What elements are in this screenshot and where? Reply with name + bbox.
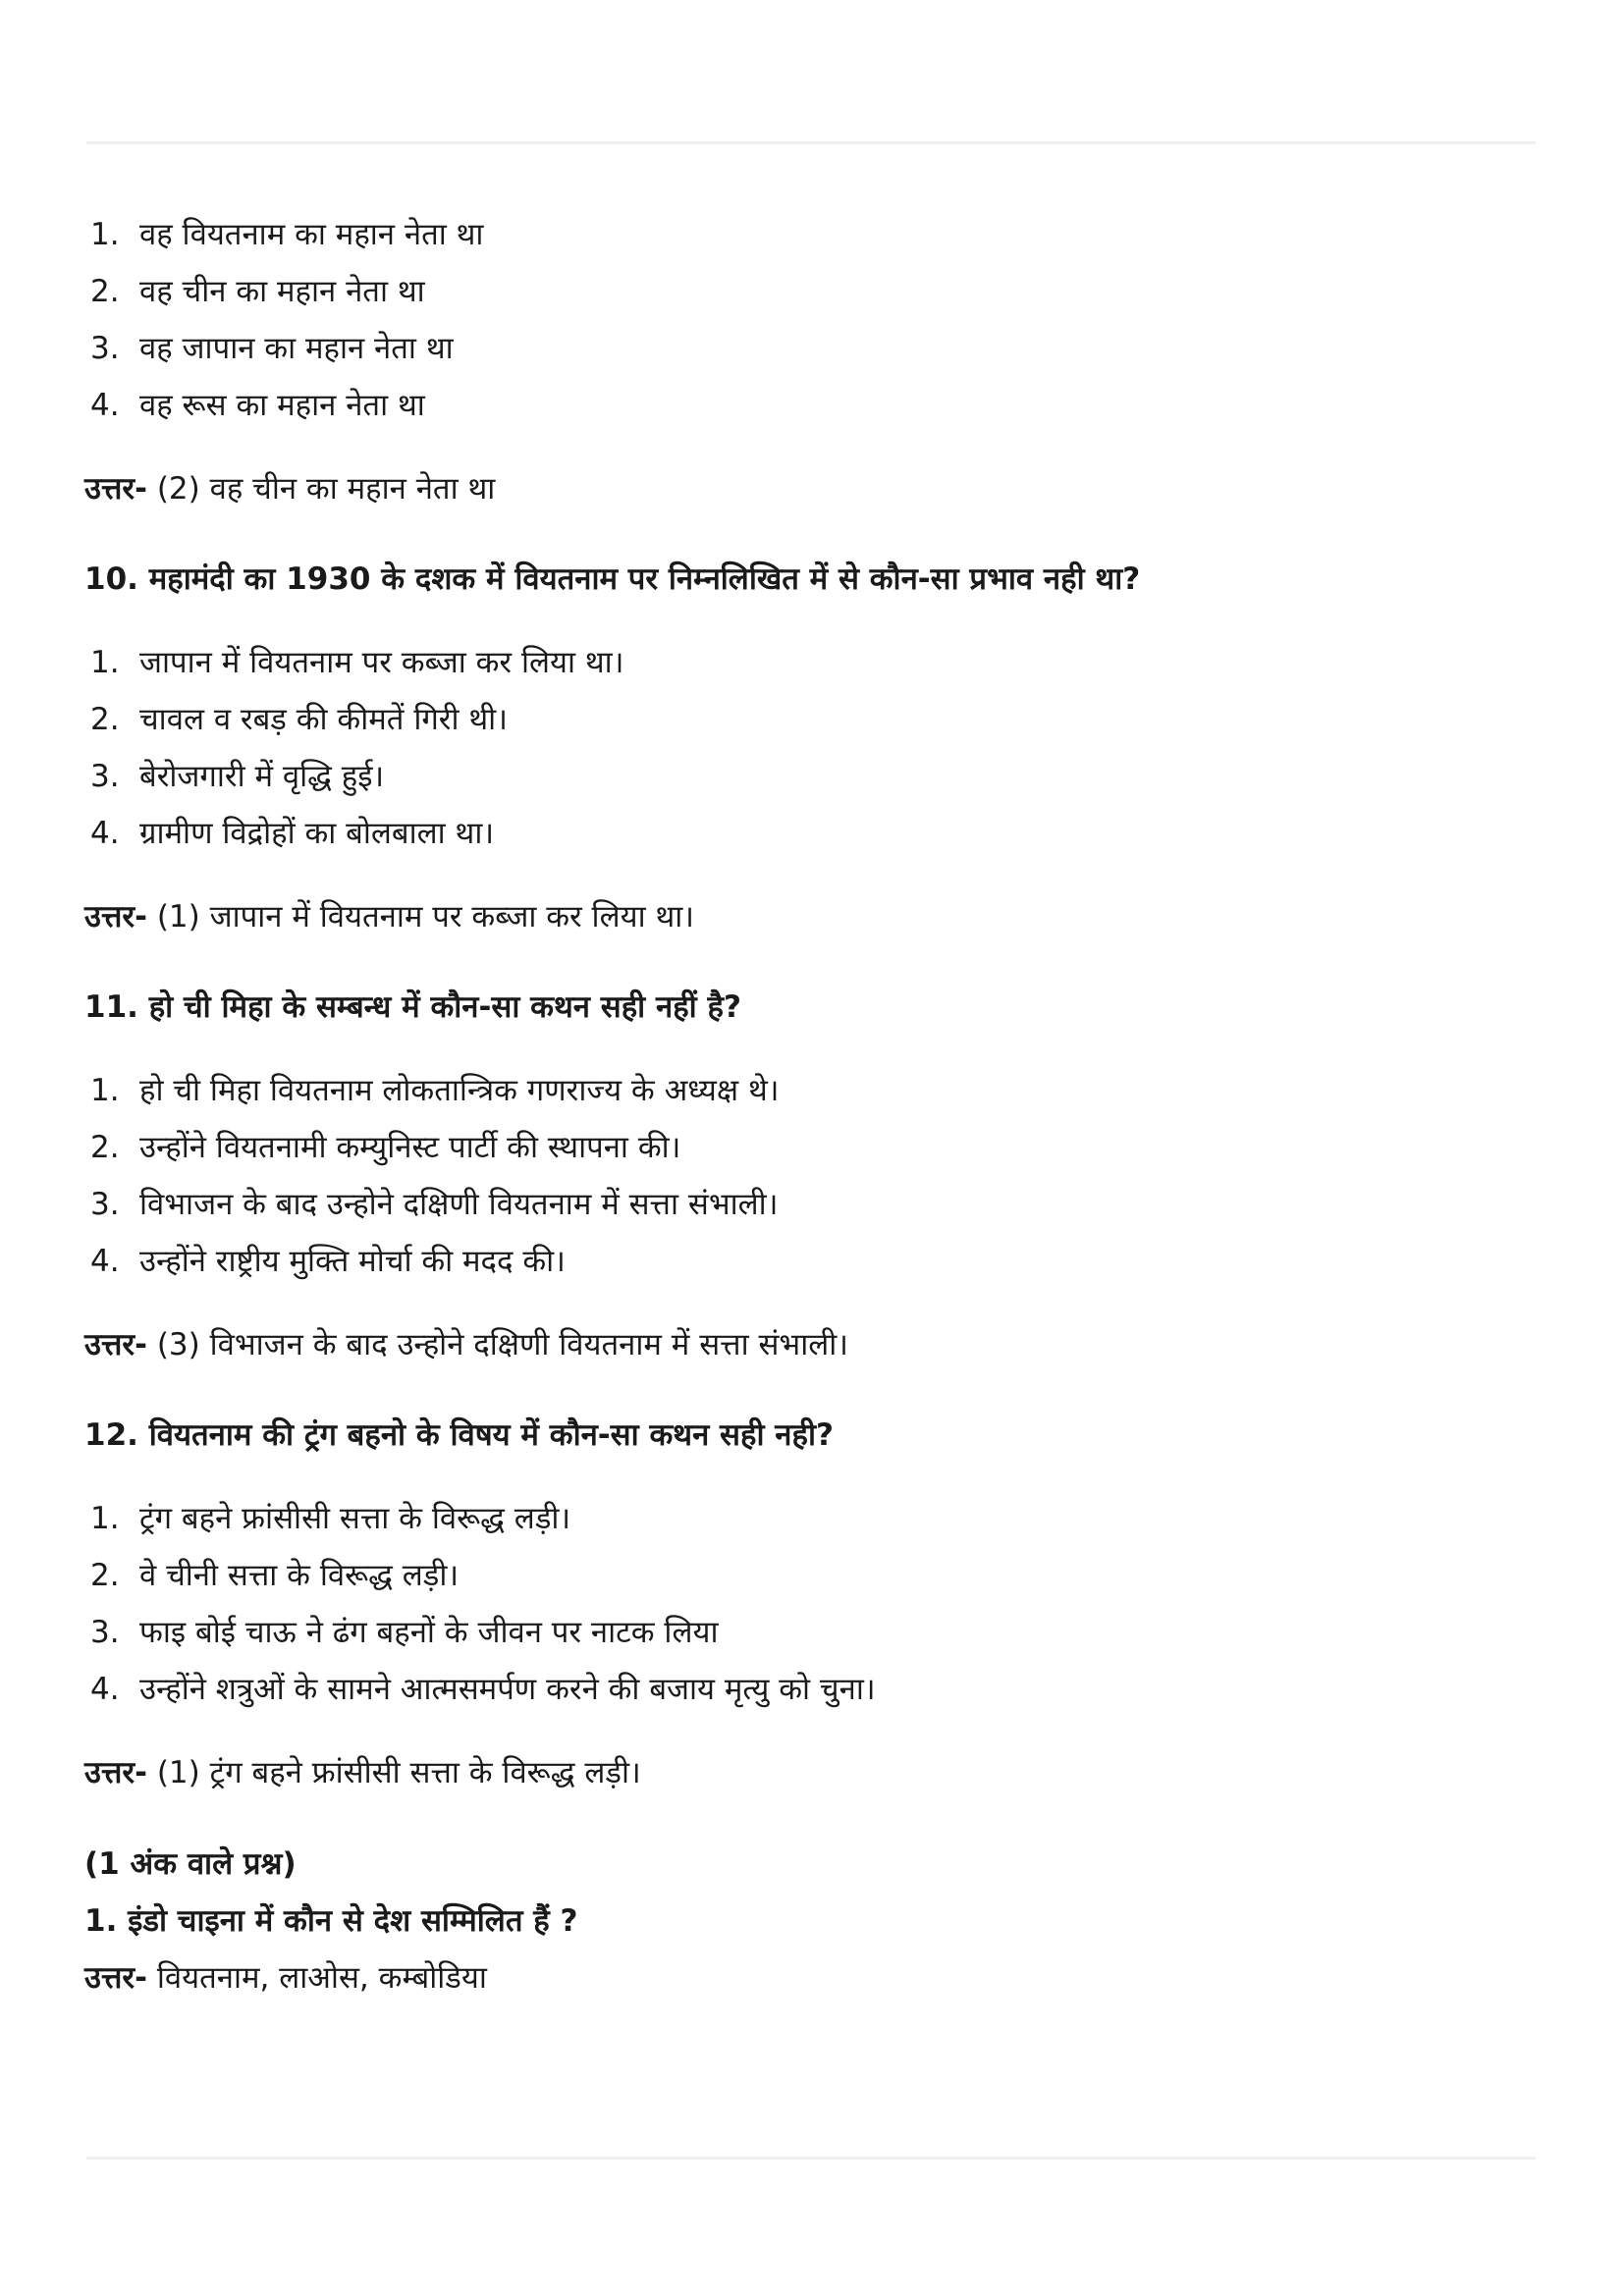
option-text: ग्रामीण विद्रोहों का बोलबाला था।	[139, 816, 495, 851]
answer-q10	[84, 887, 1538, 946]
option-text: वे चीनी सत्ता के विरूद्ध लड़ी।	[139, 1558, 460, 1593]
option-number: 3.	[90, 759, 120, 794]
option-text: वह रूस का महान नेता था	[139, 388, 425, 423]
answer-label: उत्तर-	[84, 1960, 147, 1996]
answer-q12	[84, 1743, 1538, 1802]
option-text: उन्होंने शत्रुओं के सामने आत्मसमर्पण करने की बजाय मृत्यु को चुना।	[139, 1672, 876, 1707]
question-11: 11. हो ची मिहा के सम्बन्ध में कौन-सा कथन सही नहीं है?	[84, 989, 741, 1025]
answer-label: उत्तर-	[84, 1327, 147, 1362]
options-list-q10	[84, 634, 1538, 862]
option-number: 1.	[90, 1073, 120, 1108]
answer-text: वियतनाम, लाओस, कम्बोडिया	[146, 1960, 487, 1996]
option-text: हो ची मिहा वियतनाम लोकतान्त्रिक गणराज्य के अध्यक्ष थे।	[139, 1073, 780, 1108]
short-question-1: 1. इंडो चाइना में कौन से देश सम्मिलित हैं ?	[84, 1903, 578, 1939]
answer-text: (3) विभाजन के बाद उन्होने दक्षिणी वियतनाम में सत्ता संभाली।	[146, 1327, 849, 1362]
short-answer-1	[84, 1949, 1538, 2006]
option-text: वह चीन का महान नेता था	[139, 274, 425, 309]
option-text: उन्होंने राष्ट्रीय मुक्ति मोर्चा की मदद की।	[139, 1244, 566, 1279]
option-number: 2.	[90, 1130, 120, 1165]
option-item	[84, 748, 1538, 805]
option-number: 3.	[90, 1615, 120, 1650]
option-text: ट्रंग बहने फ्रांसीसी सत्ता के विरूद्ध लड़ी।	[139, 1501, 571, 1536]
option-number: 3.	[90, 331, 120, 366]
option-text: उन्होंने वियतनामी कम्युनिस्ट पार्टी की स्थापना की।	[139, 1130, 681, 1165]
answer-q11	[84, 1315, 1538, 1374]
option-item	[84, 691, 1538, 748]
options-list-q11	[84, 1062, 1538, 1290]
option-item	[84, 805, 1538, 862]
answer-label: उत्तर-	[84, 899, 147, 934]
option-item	[84, 1062, 1538, 1119]
option-number: 3.	[90, 1187, 120, 1222]
question-12: 12. वियतनाम की ट्रंग बहनो के विषय में कौन-सा कथन सही नही?	[84, 1417, 834, 1453]
document-body	[84, 206, 1538, 2006]
option-text: बेरोजगारी में वृद्धि हुई।	[139, 759, 385, 794]
option-item	[84, 634, 1538, 691]
option-text: वह वियतनाम का महान नेता था	[139, 217, 484, 252]
option-item	[84, 1176, 1538, 1233]
option-item	[84, 206, 1538, 263]
option-text: वह जापान का महान नेता था	[139, 331, 454, 366]
answer-label: उत्तर-	[84, 1755, 147, 1790]
option-item	[84, 377, 1538, 434]
option-number: 1.	[90, 217, 120, 252]
option-item	[84, 1604, 1538, 1661]
answer-q9	[84, 459, 1538, 518]
answer-label: उत्तर-	[84, 471, 147, 507]
top-divider	[86, 141, 1536, 144]
option-item	[84, 1661, 1538, 1718]
option-number: 2.	[90, 274, 120, 309]
option-item	[84, 263, 1538, 320]
option-text: फाइ बोई चाऊ ने ढंग बहनों के जीवन पर नाटक लिया	[139, 1615, 719, 1650]
option-number: 2.	[90, 1558, 120, 1593]
options-list-q9	[84, 206, 1538, 434]
option-number: 4.	[90, 388, 120, 423]
option-item	[84, 320, 1538, 377]
option-item	[84, 1547, 1538, 1604]
option-number: 4.	[90, 1672, 120, 1707]
option-number: 4.	[90, 816, 120, 851]
answer-text: (1) ट्रंग बहने फ्रांसीसी सत्ता के विरूद्ध लड़ी।	[146, 1755, 641, 1790]
option-item	[84, 1119, 1538, 1176]
option-number: 2.	[90, 702, 120, 737]
question-10: 10. महामंदी का 1930 के दशक में वियतनाम पर निम्नलिखित में से कौन-सा प्रभाव नही था?	[84, 561, 1141, 597]
options-list-q12	[84, 1490, 1538, 1718]
answer-text: (1) जापान में वियतनाम पर कब्जा कर लिया था।	[146, 899, 695, 934]
option-item	[84, 1490, 1538, 1547]
option-item	[84, 1233, 1538, 1290]
option-number: 1.	[90, 645, 120, 680]
answer-text: (2) वह चीन का महान नेता था	[146, 471, 496, 507]
option-text: विभाजन के बाद उन्होने दक्षिणी वियतनाम में सत्ता संभाली।	[139, 1187, 779, 1222]
section-heading: (1 अंक वाले प्रश्न)	[84, 1846, 297, 1882]
option-text: जापान में वियतनाम पर कब्जा कर लिया था।	[139, 645, 624, 680]
bottom-divider	[86, 2157, 1536, 2160]
option-number: 4.	[90, 1244, 120, 1279]
option-text: चावल व रबड़ की कीमतें गिरी थी।	[139, 702, 508, 737]
option-number: 1.	[90, 1501, 120, 1536]
